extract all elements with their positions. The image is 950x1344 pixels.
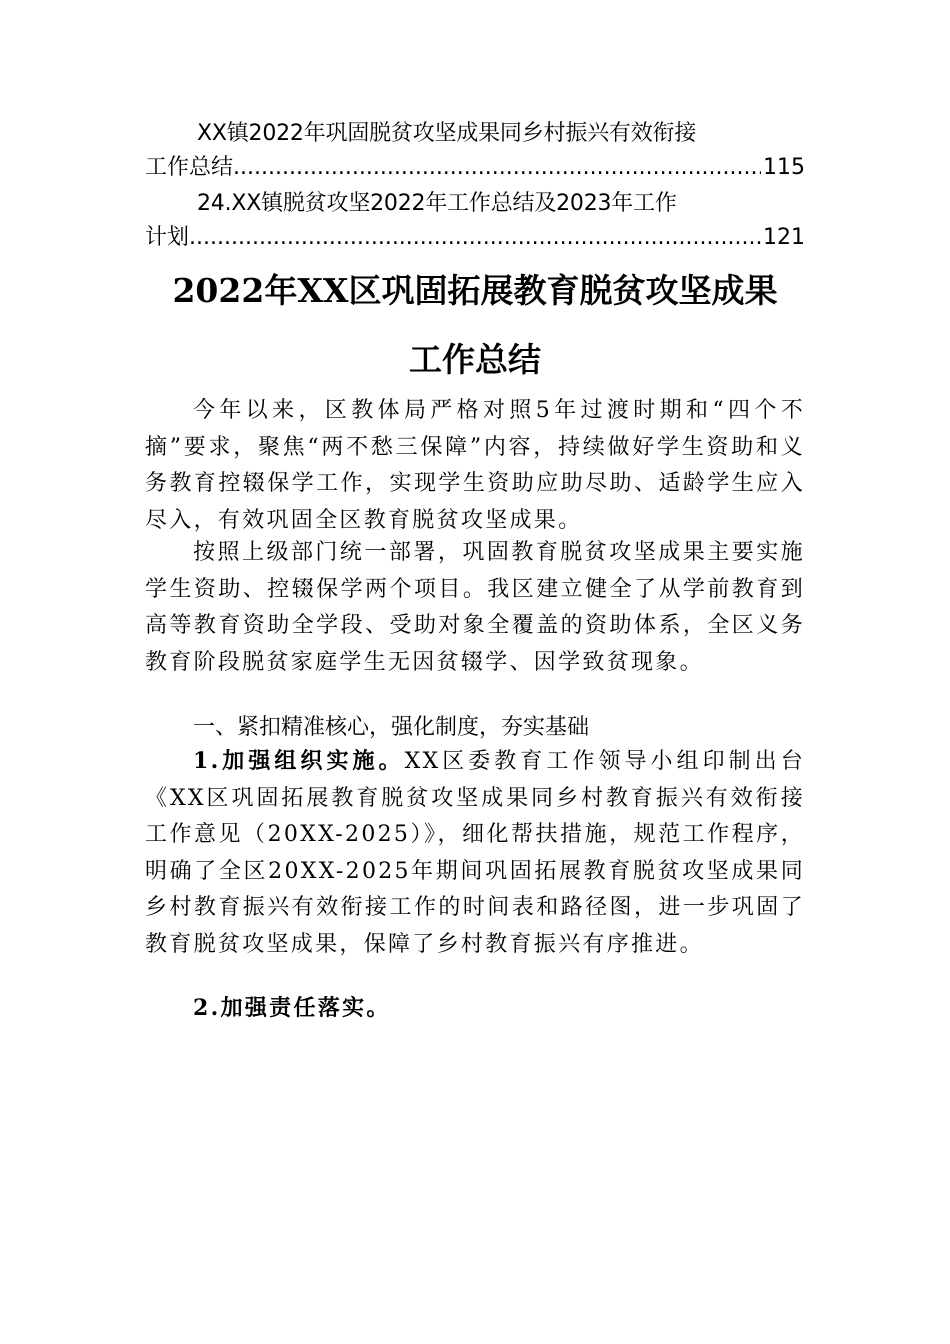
body-paragraph [145, 990, 805, 1028]
document-title: 2022年XX区巩固拓展教育脱贫攻坚成果 [172, 271, 778, 310]
toc-dot-leader [233, 151, 761, 185]
toc-page-number: 121 [763, 225, 805, 250]
document-title-line2: 工作总结 [409, 340, 541, 379]
toc-entry[interactable] [145, 187, 805, 255]
item-title: 2.加强责任落实。 [193, 995, 391, 1021]
section-heading: 一、紧扣精准核心，强化制度，夯实基础 [193, 715, 590, 740]
body-paragraph: 按照上级部门统一部署，巩固教育脱贫攻坚成果主要实施学生资助、控辍保学两个项目。我区建立健全了从学前教育到高等教育资助全学段、受助对象全覆盖的资助体系，全区义务教育阶段脱贫家庭学生无因贫辍学、因学致贫现象。 [145, 540, 805, 675]
body-paragraph [145, 743, 805, 963]
item-title: 1.加强组织实施。 [193, 748, 405, 774]
toc-dot-leader [189, 221, 761, 255]
toc-entry[interactable] [145, 117, 805, 185]
item-body: XX区委教育工作领导小组印制出台《XX区巩固拓展教育脱贫攻坚成果同乡村教育振兴有效衔接工作意见（20XX-2025）》，细化帮扶措施，规范工作程序，明确了全区20XX-2025年期间巩固拓展教育脱贫攻坚成果同乡村教育振兴有效衔接工作的时间表和路径图，进一步巩固了教育脱贫攻坚成果，保障了乡村教育振兴有序推进。 [145, 749, 805, 957]
body-paragraph: 今年以来，区教体局严格对照5年过渡时期和“四个不摘”要求，聚焦“两不愁三保障”内容，持续做好学生资助和义务教育控辍保学工作，实现学生资助应助尽助、适龄学生应入尽入，有效巩固全区教育脱贫攻坚成果。 [145, 398, 805, 533]
toc-entry-leader [145, 151, 805, 185]
toc-entry-title-cont: 计划 [145, 225, 190, 250]
toc-entry-title: XX镇2022年巩固脱贫攻坚成果同乡村振兴有效衔接 [197, 121, 697, 146]
toc-page-number: 115 [763, 155, 805, 180]
toc-entry-leader [145, 221, 805, 255]
toc-entry-title-cont: 工作总结 [145, 155, 234, 180]
toc-entry-title: 24.XX镇脱贫攻坚2022年工作总结及2023年工作 [197, 191, 677, 216]
